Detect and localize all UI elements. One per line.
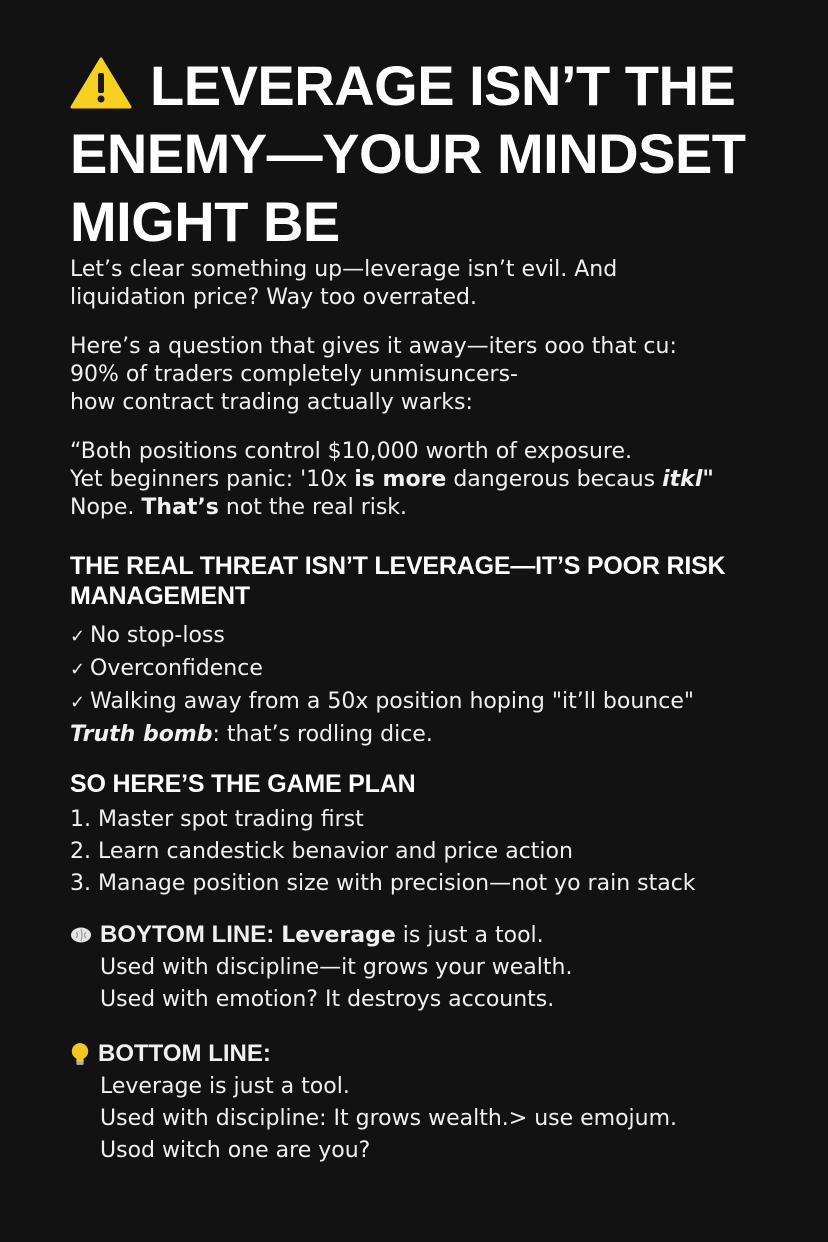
quote-line-1: “Both positions control $10,000 worth of exposure. <box>70 439 632 464</box>
check-icon: ✓ <box>70 659 86 680</box>
quote-line-3-a: Nope. <box>70 495 142 520</box>
title-line-1 <box>70 52 790 120</box>
truth-bomb-text: : that’s rodling dice. <box>212 722 433 747</box>
bottom-line-callout-1 <box>70 919 810 1016</box>
quote-line-3 <box>70 494 790 522</box>
quote-paragraph <box>70 438 790 522</box>
question-paragraph <box>70 333 790 417</box>
quote-line-2 <box>70 466 790 494</box>
truth-bomb-line <box>70 719 810 751</box>
title-text-1: LEVERAGE ISN’T THE <box>150 54 736 117</box>
question-line-1: Here’s a question that gives it away—iters ooo that cu: <box>70 334 677 359</box>
truth-bomb-label: Truth bomb <box>70 722 213 747</box>
title-line-3: MIGHT BE <box>70 190 340 253</box>
page-title <box>70 52 790 256</box>
quote-line-2-d: itkl" <box>662 467 714 492</box>
bottom-line-callout-2 <box>70 1038 810 1167</box>
list-item <box>70 620 810 653</box>
bottom-line-1-head-row <box>70 919 810 952</box>
question-line-3: how contract trading actually warks: <box>70 390 473 415</box>
intro-paragraph <box>70 256 790 312</box>
list-item <box>70 653 810 686</box>
list-item: 2. Learn candestick benavior and price action <box>70 839 573 864</box>
quote-line-3-b: That’s <box>141 495 219 520</box>
bottom-line-2-line-3: Usod witch one are you? <box>100 1138 371 1163</box>
quote-line-2-c: dangerous becaus <box>446 467 663 492</box>
intro-line-1: Let’s clear something up—leverage isn’t evil. And <box>70 257 618 282</box>
intro-line-2: liquidation price? Way too overrated. <box>70 285 477 310</box>
title-line-2: ENEMY—YOUR MINDSET <box>70 122 746 185</box>
bottom-line-1-head: BOYTOM LINE: <box>100 921 275 948</box>
threat-item-text: No stop-loss <box>90 623 225 648</box>
threat-heading-line-1: THE REAL THREAT ISN’T LEVERAGE—IT’S POOR RISK <box>70 552 726 580</box>
bottom-line-2-head-row <box>70 1038 810 1071</box>
quote-line-2-b: is more <box>354 467 447 492</box>
plan-list <box>70 804 810 900</box>
check-icon: ✓ <box>70 692 86 713</box>
threat-list <box>70 620 810 751</box>
bottom-line-1-line-2: Used with discipline—it grows your wealth. <box>100 955 573 980</box>
check-icon: ✓ <box>70 626 86 647</box>
quote-line-3-c: not the real risk. <box>218 495 408 520</box>
list-item <box>70 686 810 719</box>
warning-icon <box>70 57 132 109</box>
threat-heading-line-2: MANAGEMENT <box>70 582 250 610</box>
list-item: 1. Master spot trading first <box>70 807 364 832</box>
brain-icon <box>70 926 92 944</box>
bottom-line-1-line-3: Used with emotion? It destroys accounts. <box>100 987 555 1012</box>
bottom-line-1-lead-rest: is just a tool. <box>395 923 544 948</box>
plan-heading <box>70 769 790 799</box>
threat-heading <box>70 551 790 611</box>
lightbulb-icon <box>70 1041 90 1067</box>
bottom-line-2-line-1: Leverage is just a tool. <box>100 1074 350 1099</box>
bottom-line-2-head: BOTTOM LINE: <box>98 1040 271 1067</box>
threat-item-text: Walking away from a 50x position hoping "it’ll bounce" <box>90 689 694 714</box>
bottom-line-1-lead-bold: Leverage <box>281 923 396 948</box>
question-line-2: 90% of traders completely unmisuncers- <box>70 362 518 387</box>
bottom-line-2-line-2: Used with discipline: It grows wealth.> use emojum. <box>100 1106 678 1131</box>
quote-line-2-a: Yet beginners panic: '10x <box>70 467 355 492</box>
list-item: 3. Manage position size with precision—not yo rain stack <box>70 871 696 896</box>
plan-heading-text: SO HERE’S THE GAME PLAN <box>70 770 416 798</box>
threat-item-text: Overconfidence <box>90 656 263 681</box>
